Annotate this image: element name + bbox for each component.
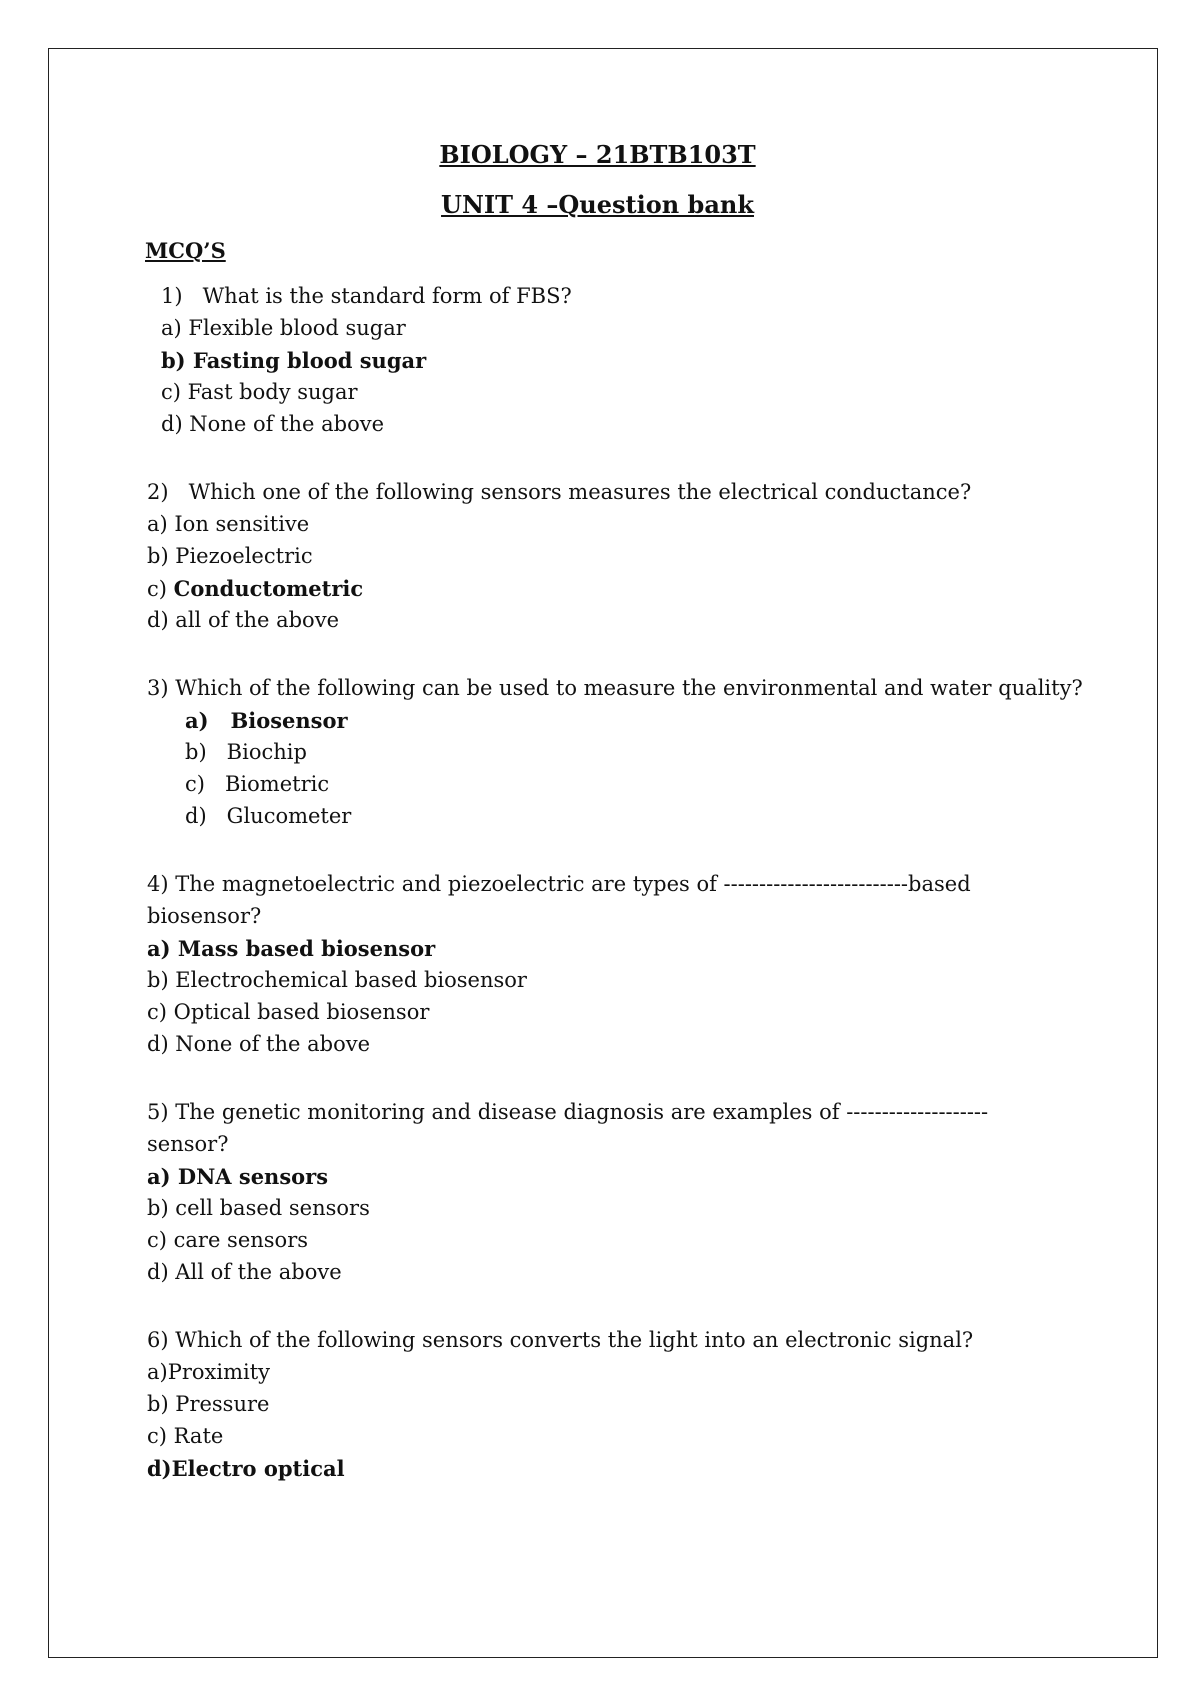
q1-option-d: d) None of the above [161, 412, 385, 436]
option-letter: a) [185, 708, 209, 733]
q1-option-b-answer: b) Fasting blood sugar [161, 348, 427, 373]
q5-option-c: c) care sensors [147, 1228, 309, 1252]
q2-option-c-answer [147, 578, 363, 600]
question-1 [161, 286, 572, 307]
q2-option-b: b) Piezoelectric [147, 544, 313, 568]
option-text: Biometric [225, 772, 330, 796]
question-text: Which of the following can be used to measure the environmental and water quality? [175, 676, 1083, 700]
q2-option-d: d) all of the above [147, 608, 339, 632]
question-2 [147, 482, 971, 503]
question-text: Which one of the following sensors measures the electrical conductance? [188, 480, 972, 504]
question-number: 1) [161, 284, 183, 308]
question-4-line-1: 4) The magnetoelectric and piezoelectric are types of --------------------------based [147, 872, 971, 896]
q4-option-c: c) Optical based biosensor [147, 1000, 430, 1024]
question-6: 6) Which of the following sensors converts the light into an electronic signal? [147, 1328, 974, 1352]
q6-option-c: c) Rate [147, 1424, 224, 1448]
q1-option-c: c) Fast body sugar [161, 380, 358, 404]
q6-option-b: b) Pressure [147, 1392, 270, 1416]
option-letter: d) [185, 804, 207, 828]
q3-option-a-answer [185, 710, 348, 731]
question-number: 3) [147, 676, 169, 700]
option-text: Biochip [226, 740, 307, 764]
q3-option-c [185, 774, 329, 795]
option-letter: b) [185, 740, 207, 764]
option-text: Glucometer [226, 804, 352, 828]
q2-option-a: a) Ion sensitive [147, 512, 310, 536]
q6-option-d-answer: d)Electro optical [147, 1456, 345, 1481]
option-text: Biosensor [230, 708, 348, 733]
document-subtitle: UNIT 4 –Question bank [441, 190, 754, 219]
q3-option-b [185, 742, 307, 763]
section-heading: MCQ’S [145, 238, 226, 263]
q5-option-a-answer: a) DNA sensors [147, 1164, 329, 1189]
question-3 [147, 678, 1083, 699]
q6-option-a: a)Proximity [147, 1360, 271, 1384]
q4-option-a-answer: a) Mass based biosensor [147, 936, 436, 961]
question-5-line-2: sensor? [147, 1132, 229, 1156]
question-5-line-1: 5) The genetic monitoring and disease diagnosis are examples of -------------------- [147, 1100, 989, 1124]
question-4-line-2: biosensor? [147, 904, 262, 928]
q1-option-a: a) Flexible blood sugar [161, 316, 406, 340]
document-title: BIOLOGY – 21BTB103T [439, 140, 756, 169]
option-text: Conductometric [173, 576, 364, 601]
q5-option-b: b) cell based sensors [147, 1196, 370, 1220]
option-letter: c) [147, 577, 174, 601]
q5-option-d: d) All of the above [147, 1260, 342, 1284]
q4-option-d: d) None of the above [147, 1032, 371, 1056]
question-text: What is the standard form of FBS? [202, 284, 572, 308]
question-number: 2) [147, 480, 169, 504]
option-letter: c) [185, 772, 205, 796]
q3-option-d [185, 806, 351, 827]
q4-option-b: b) Electrochemical based biosensor [147, 968, 527, 992]
